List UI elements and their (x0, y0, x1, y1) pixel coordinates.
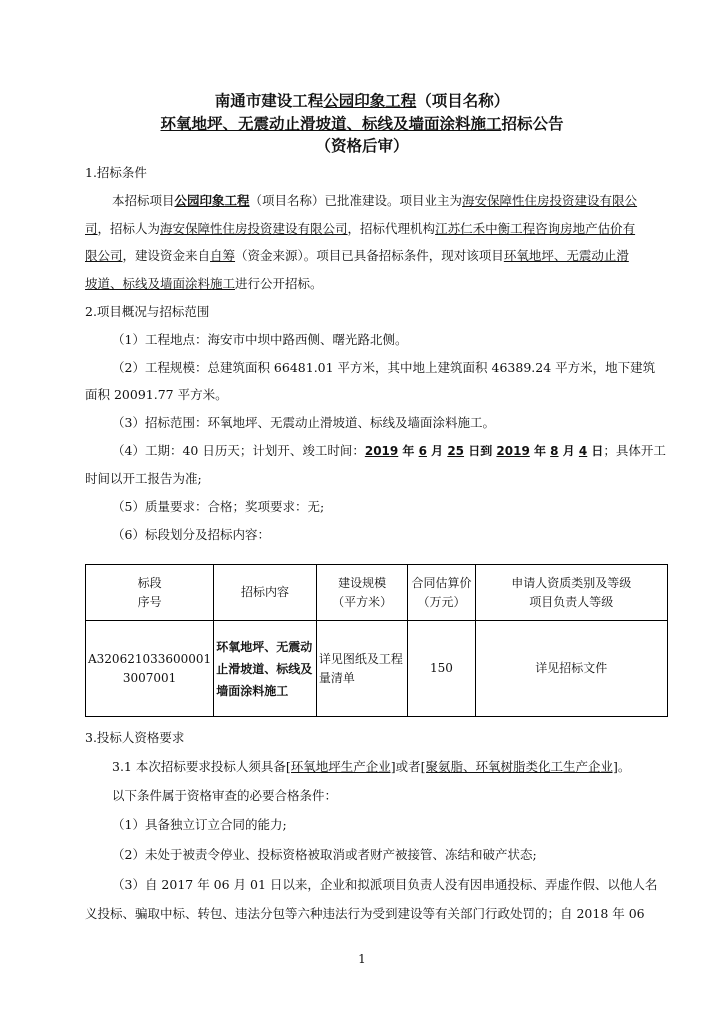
cell-qualification: 详见招标文件 (475, 621, 667, 717)
cell-section-code: A320621033600001 3007001 (86, 621, 214, 717)
section-1-heading: 1.招标条件 (85, 165, 147, 180)
cell-price: 150 (408, 621, 475, 717)
section-3-heading: 3.投标人资格要求 (85, 730, 185, 745)
section-2-heading: 2.项目概况与招标范围 (85, 304, 210, 319)
section-2-item-4-line-2: 时间以开工报告为准; (85, 471, 202, 486)
section-3-item-3-line-2: 义投标、骗取中标、转包、违法分包等六种违法行为受到建设等有关部门行政处罚的；自 2018 年 06 (85, 906, 645, 921)
section-3-1: 3.1 本次招标要求投标人须具备[环氧地坪生产企业]或者[聚氨脂、环氧树脂类化工生产企业]。 (112, 759, 631, 774)
table-row (86, 621, 668, 717)
header-estimated-price: 合同估算价 （万元） (408, 565, 475, 621)
section-3-item-1: （1）具备独立订立合同的能力; (112, 817, 287, 832)
header-content: 招标内容 (214, 565, 317, 621)
title-line-1: 南通市建设工程公园印象工程（项目名称） (214, 92, 510, 110)
section-3-conditions-intro: 以下条件属于资格审查的必要合格条件： (112, 788, 338, 803)
table-header-row (86, 565, 668, 621)
section-3-item-2: （2）未处于被责令停业、投标资格被取消或者财产被接管、冻结和破产状态; (112, 847, 537, 862)
section-2-item-2-line-1: （2）工程规模：总建筑面积 66481.01 平方米，其中地上建筑面积 46389.24 平方米，地下建筑 (112, 360, 656, 375)
section-2-item-5: （5）质量要求：合格；奖项要求：无; (112, 499, 325, 514)
section-1-line-4: 坡道、标线及墙面涂料施工进行公开招标。 (85, 276, 323, 291)
title-line-3: （资格后审） (315, 137, 409, 155)
section-2-item-1: （1）工程地点：海安市中坝中路西侧、曙光路北侧。 (112, 332, 408, 347)
section-1-line-3: 限公司，建设资金来自自筹（资金来源）。项目已具备招标条件，现对该项目环氧地坪、无震动止滑 (85, 248, 629, 263)
page-number: 1 (358, 952, 366, 966)
cell-content: 环氧地坪、无震动 止滑坡道、标线及 墙面涂料施工 (214, 621, 317, 717)
cell-scale: 详见图纸及工程 量清单 (316, 621, 408, 717)
header-section-number: 标段 序号 (86, 565, 214, 621)
header-qualification: 申请人资质类别及等级 项目负责人等级 (475, 565, 667, 621)
section-2-item-3: （3）招标范围：环氧地坪、无震动止滑坡道、标线及墙面涂料施工。 (112, 415, 495, 430)
section-1-line-2: 司，招标人为海安保障性住房投资建设有限公司，招标代理机构江苏仁禾中衡工程咨询房地产估价有 (85, 221, 636, 236)
section-2-item-6: （6）标段划分及招标内容： (112, 527, 270, 542)
section-3-item-3-line-1: （3）自 2017 年 06 月 01 日以来，企业和拟派项目负责人没有因串通投标、弄虚作假、以他人名 (112, 877, 658, 892)
header-scale: 建设规模 （平方米） (316, 565, 408, 621)
section-2-item-4-line-1: （4）工期：40 日历天；计划开、竣工时间：2019 年 6 月 25 日到 2019 年 8 月 4 日；具体开工 (112, 443, 666, 458)
section-2-item-2-line-2: 面积 20091.77 平方米。 (85, 387, 228, 402)
section-1-line-1: 本招标项目公园印象工程（项目名称）已批准建设。项目业主为海安保障性住房投资建设有限公 (112, 193, 638, 208)
title-line-2: 环氧地坪、无震动止滑坡道、标线及墙面涂料施工招标公告 (160, 115, 564, 133)
bid-section-table (85, 564, 668, 717)
